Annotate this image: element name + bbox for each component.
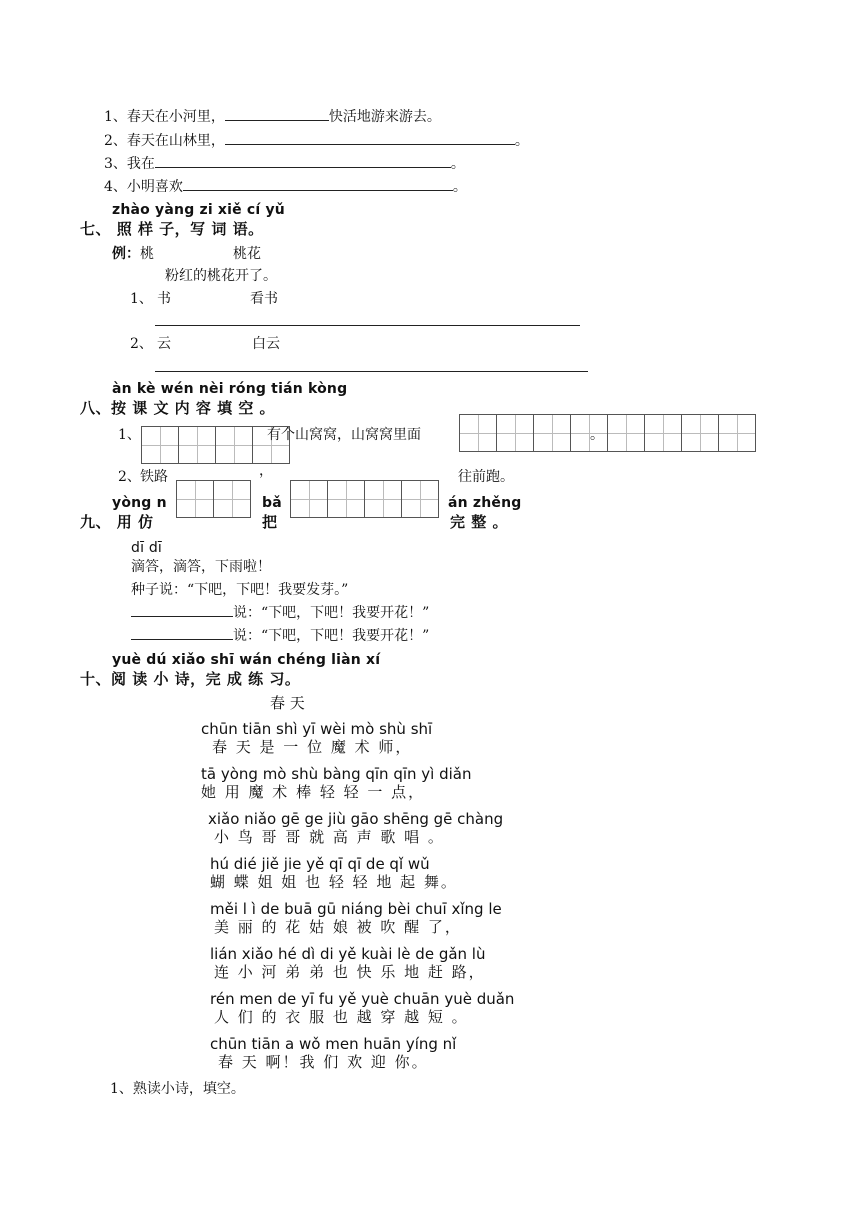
section7-pinyin: zhào yàng zi xiě cí yǔ — [112, 202, 285, 218]
sentence-3: 3、我在 。 — [104, 153, 465, 173]
poem-line: 春 天 啊！我 们 欢 迎 你。 — [218, 1053, 429, 1071]
section9-heading-c: 完 整 。 — [450, 513, 508, 531]
grid-cell[interactable] — [459, 414, 497, 452]
item-phrase: 看书 — [250, 291, 278, 307]
poem-line: 人 们 的 衣 服 也 越 穿 越 短 。 — [214, 1008, 469, 1026]
grid-cell[interactable] — [401, 480, 439, 518]
poem-pinyin: rén men de yī fu yě yuè chuān yuè duǎn — [210, 990, 515, 1008]
poem-line: 美 丽 的 花 姑 娘 被 吹 醒 了， — [214, 918, 462, 936]
grid-cell[interactable] — [290, 480, 328, 518]
poem-pinyin: lián xiǎo hé dì di yě kuài lè de gǎn lù — [210, 945, 486, 963]
rain-line: 滴答，滴答，下雨啦！ — [131, 559, 271, 575]
item-word: 书 — [157, 291, 171, 307]
item-number: 2、 — [130, 336, 153, 352]
item-number: 2、 — [118, 469, 141, 485]
sentence-4: 4、小明喜欢 。 — [104, 176, 467, 196]
fill-blank[interactable] — [225, 106, 329, 121]
fill-blank[interactable] — [131, 602, 233, 617]
section8-pinyin: àn kè wén nèi róng tián kòng — [112, 381, 348, 397]
grid-cell[interactable] — [141, 426, 179, 464]
poem-line: 蝴 蝶 姐 姐 也 轻 轻 地 起 舞。 — [210, 873, 458, 891]
grid-cell[interactable] — [327, 480, 365, 518]
item2-comma: ， — [259, 463, 273, 479]
writing-grid[interactable] — [176, 480, 250, 518]
question-1: 1、熟读小诗，填空。 — [110, 1081, 245, 1097]
poem-pinyin: hú dié jiě jie yě qī qī de qǐ wǔ — [210, 855, 430, 873]
fill-blank[interactable] — [225, 130, 515, 145]
example-sentence: 粉红的桃花开了。 — [165, 268, 277, 284]
item1-end: 。 — [590, 427, 604, 443]
example-phrase: 桃花 — [233, 246, 261, 262]
item-word: 云 — [157, 336, 171, 352]
answer-line[interactable] — [155, 325, 580, 326]
fill-blank[interactable] — [131, 625, 233, 640]
grid-cell[interactable] — [215, 426, 253, 464]
answer-line[interactable] — [155, 371, 588, 372]
poem-pinyin: xiǎo niǎo gē ge jiù gāo shēng gē chàng — [208, 810, 504, 828]
writing-grid[interactable] — [290, 480, 438, 518]
fill-line-1: 说：“下吧，下吧！我要开花！” — [131, 602, 429, 622]
poem-pinyin: tā yòng mò shù bàng qīn qīn yì diǎn — [201, 765, 472, 783]
poem-line: 小 鸟 哥 哥 就 高 声 歌 唱 。 — [214, 828, 445, 846]
grid-cell[interactable] — [607, 414, 645, 452]
poem-line: 连 小 河 弟 弟 也 快 乐 地 赶 路， — [214, 963, 486, 981]
grid-cell[interactable] — [718, 414, 756, 452]
sentence-2: 2、春天在山林里， 。 — [104, 130, 529, 150]
grid-cell[interactable] — [644, 414, 682, 452]
poem-pinyin: chūn tiān shì yī wèi mò shù shī — [201, 720, 433, 738]
grid-cell[interactable] — [178, 426, 216, 464]
poem-line: 她 用 魔 术 棒 轻 轻 一 点， — [201, 783, 426, 801]
item-number: 1、 — [130, 291, 153, 307]
didi-pinyin: dī dī — [131, 540, 163, 556]
section8-heading: 八、按 课 文 内 容 填 空 。 — [80, 399, 276, 417]
grid-cell[interactable] — [681, 414, 719, 452]
section9-heading-b: 把 — [262, 513, 278, 531]
sentence-1: 1、春天在小河里， 快活地游来游去。 — [104, 106, 441, 126]
grid-cell[interactable] — [533, 414, 571, 452]
fill-blank[interactable] — [155, 153, 451, 168]
section10-heading: 十、阅 读 小 诗，完 成 练 习。 — [80, 670, 301, 688]
section7-heading: 七、 照 样 子，写 词 语。 — [80, 220, 264, 238]
item1-text: 有个山窝窝，山窝窝里面 — [267, 427, 421, 443]
poem-line: 春 天 是 一 位 魔 术 师， — [212, 738, 413, 756]
grid-cell[interactable] — [176, 480, 214, 518]
seed-line: 种子说：“下吧，下吧！我要发芽。” — [131, 582, 349, 598]
grid-cell[interactable] — [213, 480, 251, 518]
item2-word: 铁路 — [140, 469, 168, 485]
item-phrase: 白云 — [252, 336, 280, 352]
poem-title: 春 天 — [270, 694, 305, 712]
fill-blank[interactable] — [183, 176, 453, 191]
section9-pinyin-a: yòng n — [112, 495, 167, 511]
grid-cell[interactable] — [364, 480, 402, 518]
item2-end: 往前跑。 — [458, 469, 514, 485]
poem-pinyin: chūn tiān a wǒ men huān yíng nǐ — [210, 1035, 457, 1053]
poem-pinyin: měi l ì de buā gū niáng bèi chuī xǐng le — [210, 900, 502, 918]
section9-pinyin-c: án zhěng — [448, 495, 522, 511]
section10-pinyin: yuè dú xiǎo shī wán chéng liàn xí — [112, 652, 381, 668]
item-number: 1、 — [118, 427, 141, 443]
example-row: 例：桃 — [112, 246, 154, 262]
fill-line-2: 说：“下吧，下吧！我要开花！” — [131, 625, 429, 645]
writing-grid[interactable] — [459, 414, 755, 452]
section9-heading-a: 九、 用 仿 — [80, 513, 154, 531]
grid-cell[interactable] — [496, 414, 534, 452]
section9-pinyin-b: bǎ — [262, 495, 282, 511]
